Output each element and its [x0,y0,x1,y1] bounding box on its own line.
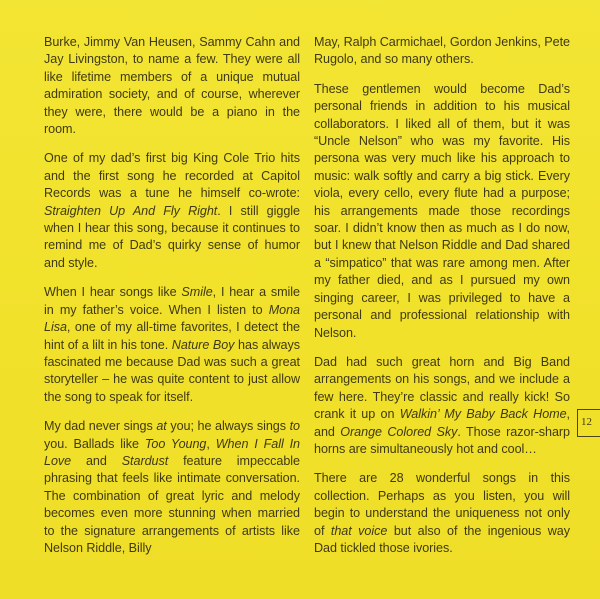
italic-title: Straighten Up And Fly Right [44,203,218,218]
italic-title: Mona Lisa [44,302,300,335]
italic-title: Orange Colored Sky [340,424,458,439]
paragraph: My dad never sings at you; he always sings to you. Ballads like Too Young, When I Fall In Love and Stardust feature impeccable phrasing that feels like intimate conversation. The combination of great lyric and melody becomes even more stunning when married to the signature arrangements of artists like Nelson Riddle, Billy [44,419,300,555]
italic-title: to [289,419,300,434]
paragraph: One of my dad’s first big King Cole Trio hits and the first song he recorded at Capitol Records was a tune he himself co-wrote: Straighten Up And Fly Right. I still giggle when I hear this song, because it continues to remind me of Dad’s quirky sense of humor and style. [44,151,300,270]
italic-title: that voice [330,523,388,538]
paragraph: When I hear songs like Smile, I hear a smile in my father’s voice. When I listen to Mona Lisa, one of my all-time favorites, I detect the hint of a lilt in his tone. Nature Boy has always fascinated me because Dad was such a great storyteller – he was quite content to just allow the song to speak for itself. [44,285,301,404]
italic-title: Walkin’ My Baby Back Home [399,407,567,422]
right-column [314,34,570,557]
italic-title: Nature Boy [171,337,235,352]
paragraph: Burke, Jimmy Van Heusen, Sammy Cahn and Jay Livingston, to name a few. They were all like lifetime members of a unique mutual admiration society, and of course, wherever they were, there would be a piano in the room. [44,35,300,137]
paragraph: These gentlemen would become Dad’s personal friends in addition to his musical collaborators. I liked all of them, but it was “Uncle Nelson” who was my favorite. His persona was very much like his approach to music: walk softly and carry a big stick. Every viola, every cello, every flute had a purpose; his arrangements made those recordings soar. I didn’t know then as much as I do now, but I knew that Nelson Riddle and Dad shared a “simpatico” that was rare among men. After my father died, and as I pursued my own singing career, I was privileged to have a personal and professional relationship with Nelson. [314,81,570,340]
paragraph: May, Ralph Carmichael, Gordon Jenkins, Pete Rugolo, and so many others. [314,35,570,67]
italic-title: Stardust [121,453,169,468]
paragraph: There are 28 wonderful songs in this collection. Perhaps as you listen, you will begin to understand the uniqueness not only of that voice but also of the ingenious way Dad tickled those ivories. [314,471,570,555]
italic-title: When I Fall In Love [44,436,300,468]
italic-title: Too Young [144,436,207,451]
italic-title: Smile [181,285,213,300]
page-number: 12 [581,416,592,428]
italic-title: at [156,419,167,434]
paragraph: Dad had such great horn and Big Band arrangements on his songs, and we include a few here. They’re classic and really kick! So crank it up on Walkin’ My Baby Back Home, and Orange Colored Sky. Those razor-sharp horns are simultaneously hot and cool… [314,354,570,456]
left-column [44,34,300,557]
